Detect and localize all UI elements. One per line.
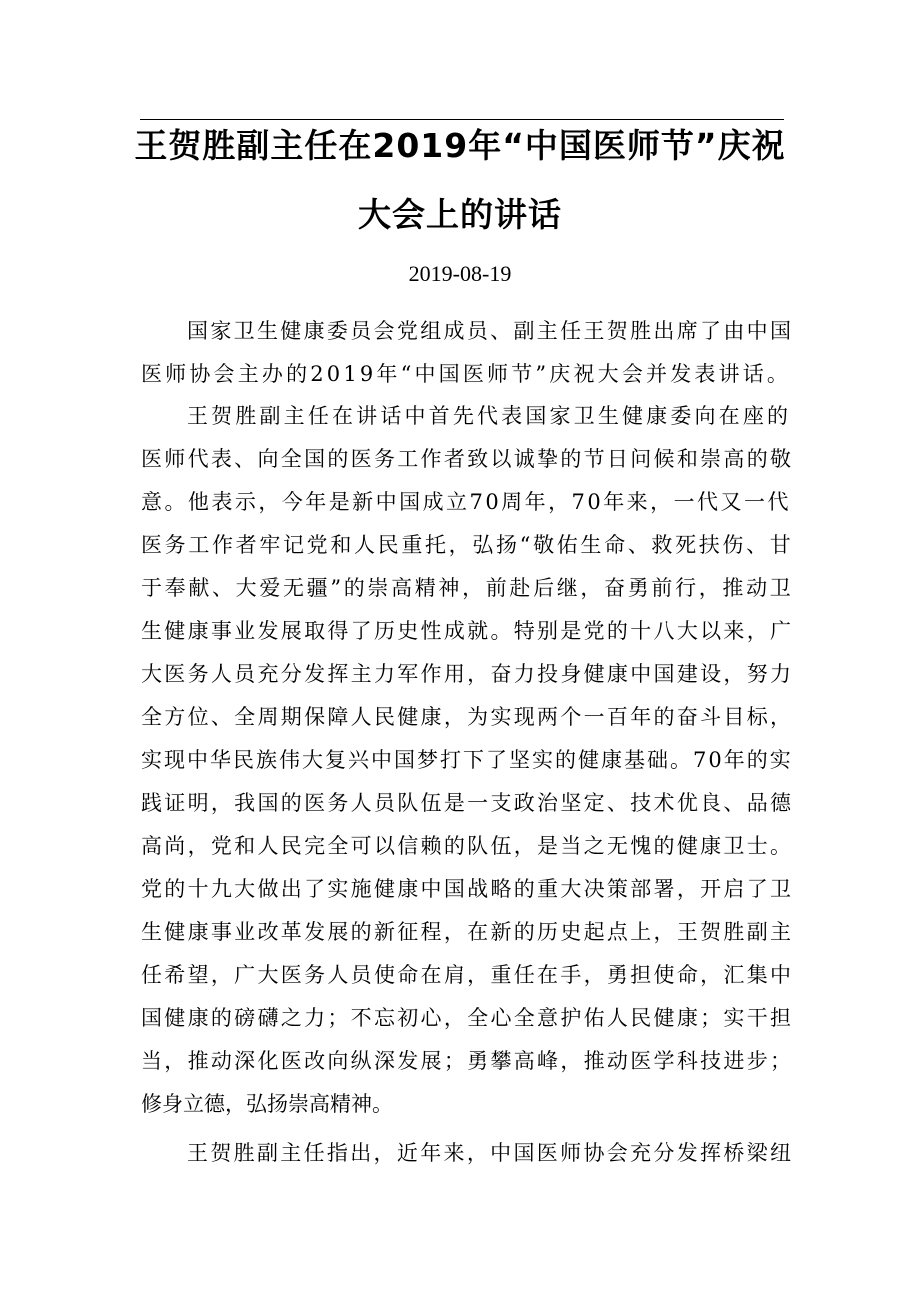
text-line: 修身立德，弘扬崇高精神。 [141,1092,393,1116]
text-line: 国健康的磅礴之力；不忘初心，全心全意护佑人民健康；实干担 [141,1006,794,1030]
title-line-1: 王贺胜副主任在2019年“中国医师节”庆祝 [134,126,786,165]
text-line: 当，推动深化医改向纵深发展；勇攀高峰，推动医学科技进步； [141,1049,794,1073]
text-line: 党的十九大做出了实施健康中国战略的重大决策部署，开启了卫 [141,877,794,901]
title-line-2: 大会上的讲话 [358,195,562,234]
text-line: 大医务人员充分发挥主力军作用，奋力投身健康中国建设，努力 [141,662,794,686]
publish-date: 2019-08-19 [408,261,512,286]
text-line: 王贺胜副主任在讲话中首先代表国家卫生健康委向在座的 [187,404,792,428]
text-line: 践证明，我国的医务人员队伍是一支政治坚定、技术优良、品德 [141,791,794,815]
text-line: 生健康事业改革发展的新征程，在新的历史起点上，王贺胜副主 [141,920,794,944]
text-line: 医师代表、向全国的医务工作者致以诚挚的节日问候和崇高的敬 [141,447,794,471]
text-line: 于奉献、大爱无疆”的崇高精神，前赴后继，奋勇前行，推动卫 [141,576,794,600]
text-line: 意。他表示，今年是新中国成立70周年，70年来，一代又一代 [141,490,791,514]
text-line: 国家卫生健康委员会党组成员、副主任王贺胜出席了由中国 [187,319,794,343]
text-line: 高尚，党和人民完全可以信赖的队伍，是当之无愧的健康卫士。 [141,834,794,858]
text-line: 医务工作者牢记党和人民重托，弘扬“敬佑生命、救死扶伤、甘 [141,533,794,557]
text-line: 王贺胜副主任指出，近年来，中国医师协会充分发挥桥梁纽 [187,1141,794,1165]
text-line: 医师协会主办的2019年“中国医师节”庆祝大会并发表讲话。 [141,362,792,386]
text-line: 全方位、全周期保障人民健康，为实现两个一百年的奋斗目标， [141,705,794,729]
top-rule [140,119,784,120]
text-line: 生健康事业发展取得了历史性成就。特别是党的十八大以来，广 [141,619,794,643]
text-line: 任希望，广大医务人员使命在肩，重任在手，勇担使命，汇集中 [141,963,794,987]
text-line: 实现中华民族伟大复兴中国梦打下了坚实的健康基础。70年的实 [141,748,793,772]
